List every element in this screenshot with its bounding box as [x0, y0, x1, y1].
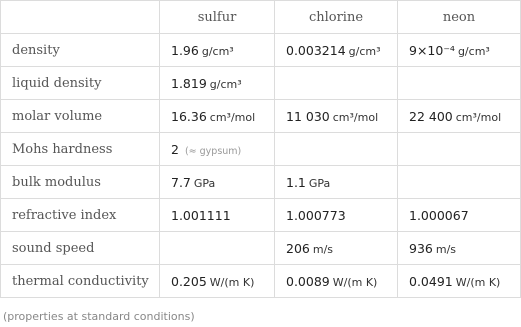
value-cell	[398, 100, 521, 133]
cell-unit: g/cm³	[201, 44, 234, 58]
column-header-chlorine: chlorine	[275, 1, 398, 34]
cell-value: 9×10⁻⁴	[409, 42, 455, 58]
table-row	[1, 265, 521, 298]
header-row	[1, 1, 521, 34]
cell-value: 16.36	[171, 108, 207, 124]
cell-unit: m/s	[435, 242, 457, 256]
cell-value: 1.001111	[171, 207, 231, 223]
cell-unit: GPa	[308, 176, 331, 190]
row-label: liquid density	[1, 67, 160, 100]
cell-value: 1.000067	[409, 207, 469, 223]
value-cell	[160, 34, 275, 67]
cell-value: 7.7	[171, 174, 191, 190]
table-row	[1, 34, 521, 67]
value-cell	[160, 199, 275, 232]
footer-note: (properties at standard conditions)	[3, 310, 195, 323]
table-body	[1, 34, 521, 298]
value-cell	[275, 232, 398, 265]
cell-value: 1.000773	[286, 207, 346, 223]
table-row	[1, 67, 521, 100]
cell-unit: cm³/mol	[332, 110, 379, 124]
value-cell	[160, 166, 275, 199]
column-header-neon: neon	[398, 1, 521, 34]
cell-value: 1.1	[286, 174, 306, 190]
column-header-sulfur: sulfur	[160, 1, 275, 34]
value-cell	[275, 166, 398, 199]
value-cell	[275, 34, 398, 67]
cell-unit: g/cm³	[209, 77, 242, 91]
row-label: sound speed	[1, 232, 160, 265]
value-cell	[275, 199, 398, 232]
value-cell	[398, 34, 521, 67]
cell-unit: cm³/mol	[455, 110, 502, 124]
cell-value: 0.205	[171, 273, 207, 289]
cell-value: 11 030	[286, 108, 330, 124]
value-cell	[275, 133, 398, 166]
cell-unit: W/(m K)	[209, 275, 255, 289]
cell-value: 22 400	[409, 108, 453, 124]
cell-value: 0.0089	[286, 273, 330, 289]
cell-note: (≈ gypsum)	[184, 145, 242, 157]
cell-value: 0.003214	[286, 42, 346, 58]
row-label: thermal conductivity	[1, 265, 160, 298]
row-label: density	[1, 34, 160, 67]
value-cell	[275, 67, 398, 100]
cell-unit: cm³/mol	[209, 110, 256, 124]
cell-unit: m/s	[312, 242, 334, 256]
row-label: molar volume	[1, 100, 160, 133]
value-cell	[398, 133, 521, 166]
value-cell	[398, 232, 521, 265]
value-cell	[160, 67, 275, 100]
cell-value: 2	[171, 141, 179, 157]
value-cell	[398, 199, 521, 232]
corner-cell	[1, 1, 160, 34]
cell-unit: g/cm³	[348, 44, 381, 58]
table-row	[1, 199, 521, 232]
row-label: bulk modulus	[1, 166, 160, 199]
row-label: refractive index	[1, 199, 160, 232]
table-row	[1, 100, 521, 133]
cell-value: 206	[286, 240, 310, 256]
table-row	[1, 166, 521, 199]
value-cell	[275, 265, 398, 298]
value-cell	[398, 265, 521, 298]
value-cell	[160, 265, 275, 298]
value-cell	[160, 232, 275, 265]
cell-unit: GPa	[193, 176, 216, 190]
cell-value: 0.0491	[409, 273, 453, 289]
value-cell	[275, 100, 398, 133]
cell-value: 1.96	[171, 42, 199, 58]
value-cell	[398, 67, 521, 100]
table-row	[1, 232, 521, 265]
cell-value: 936	[409, 240, 433, 256]
cell-unit: W/(m K)	[455, 275, 501, 289]
cell-value: 1.819	[171, 75, 207, 91]
table-row	[1, 133, 521, 166]
row-label: Mohs hardness	[1, 133, 160, 166]
cell-unit: g/cm³	[457, 44, 490, 58]
value-cell	[398, 166, 521, 199]
value-cell	[160, 100, 275, 133]
value-cell	[160, 133, 275, 166]
cell-unit: W/(m K)	[332, 275, 378, 289]
